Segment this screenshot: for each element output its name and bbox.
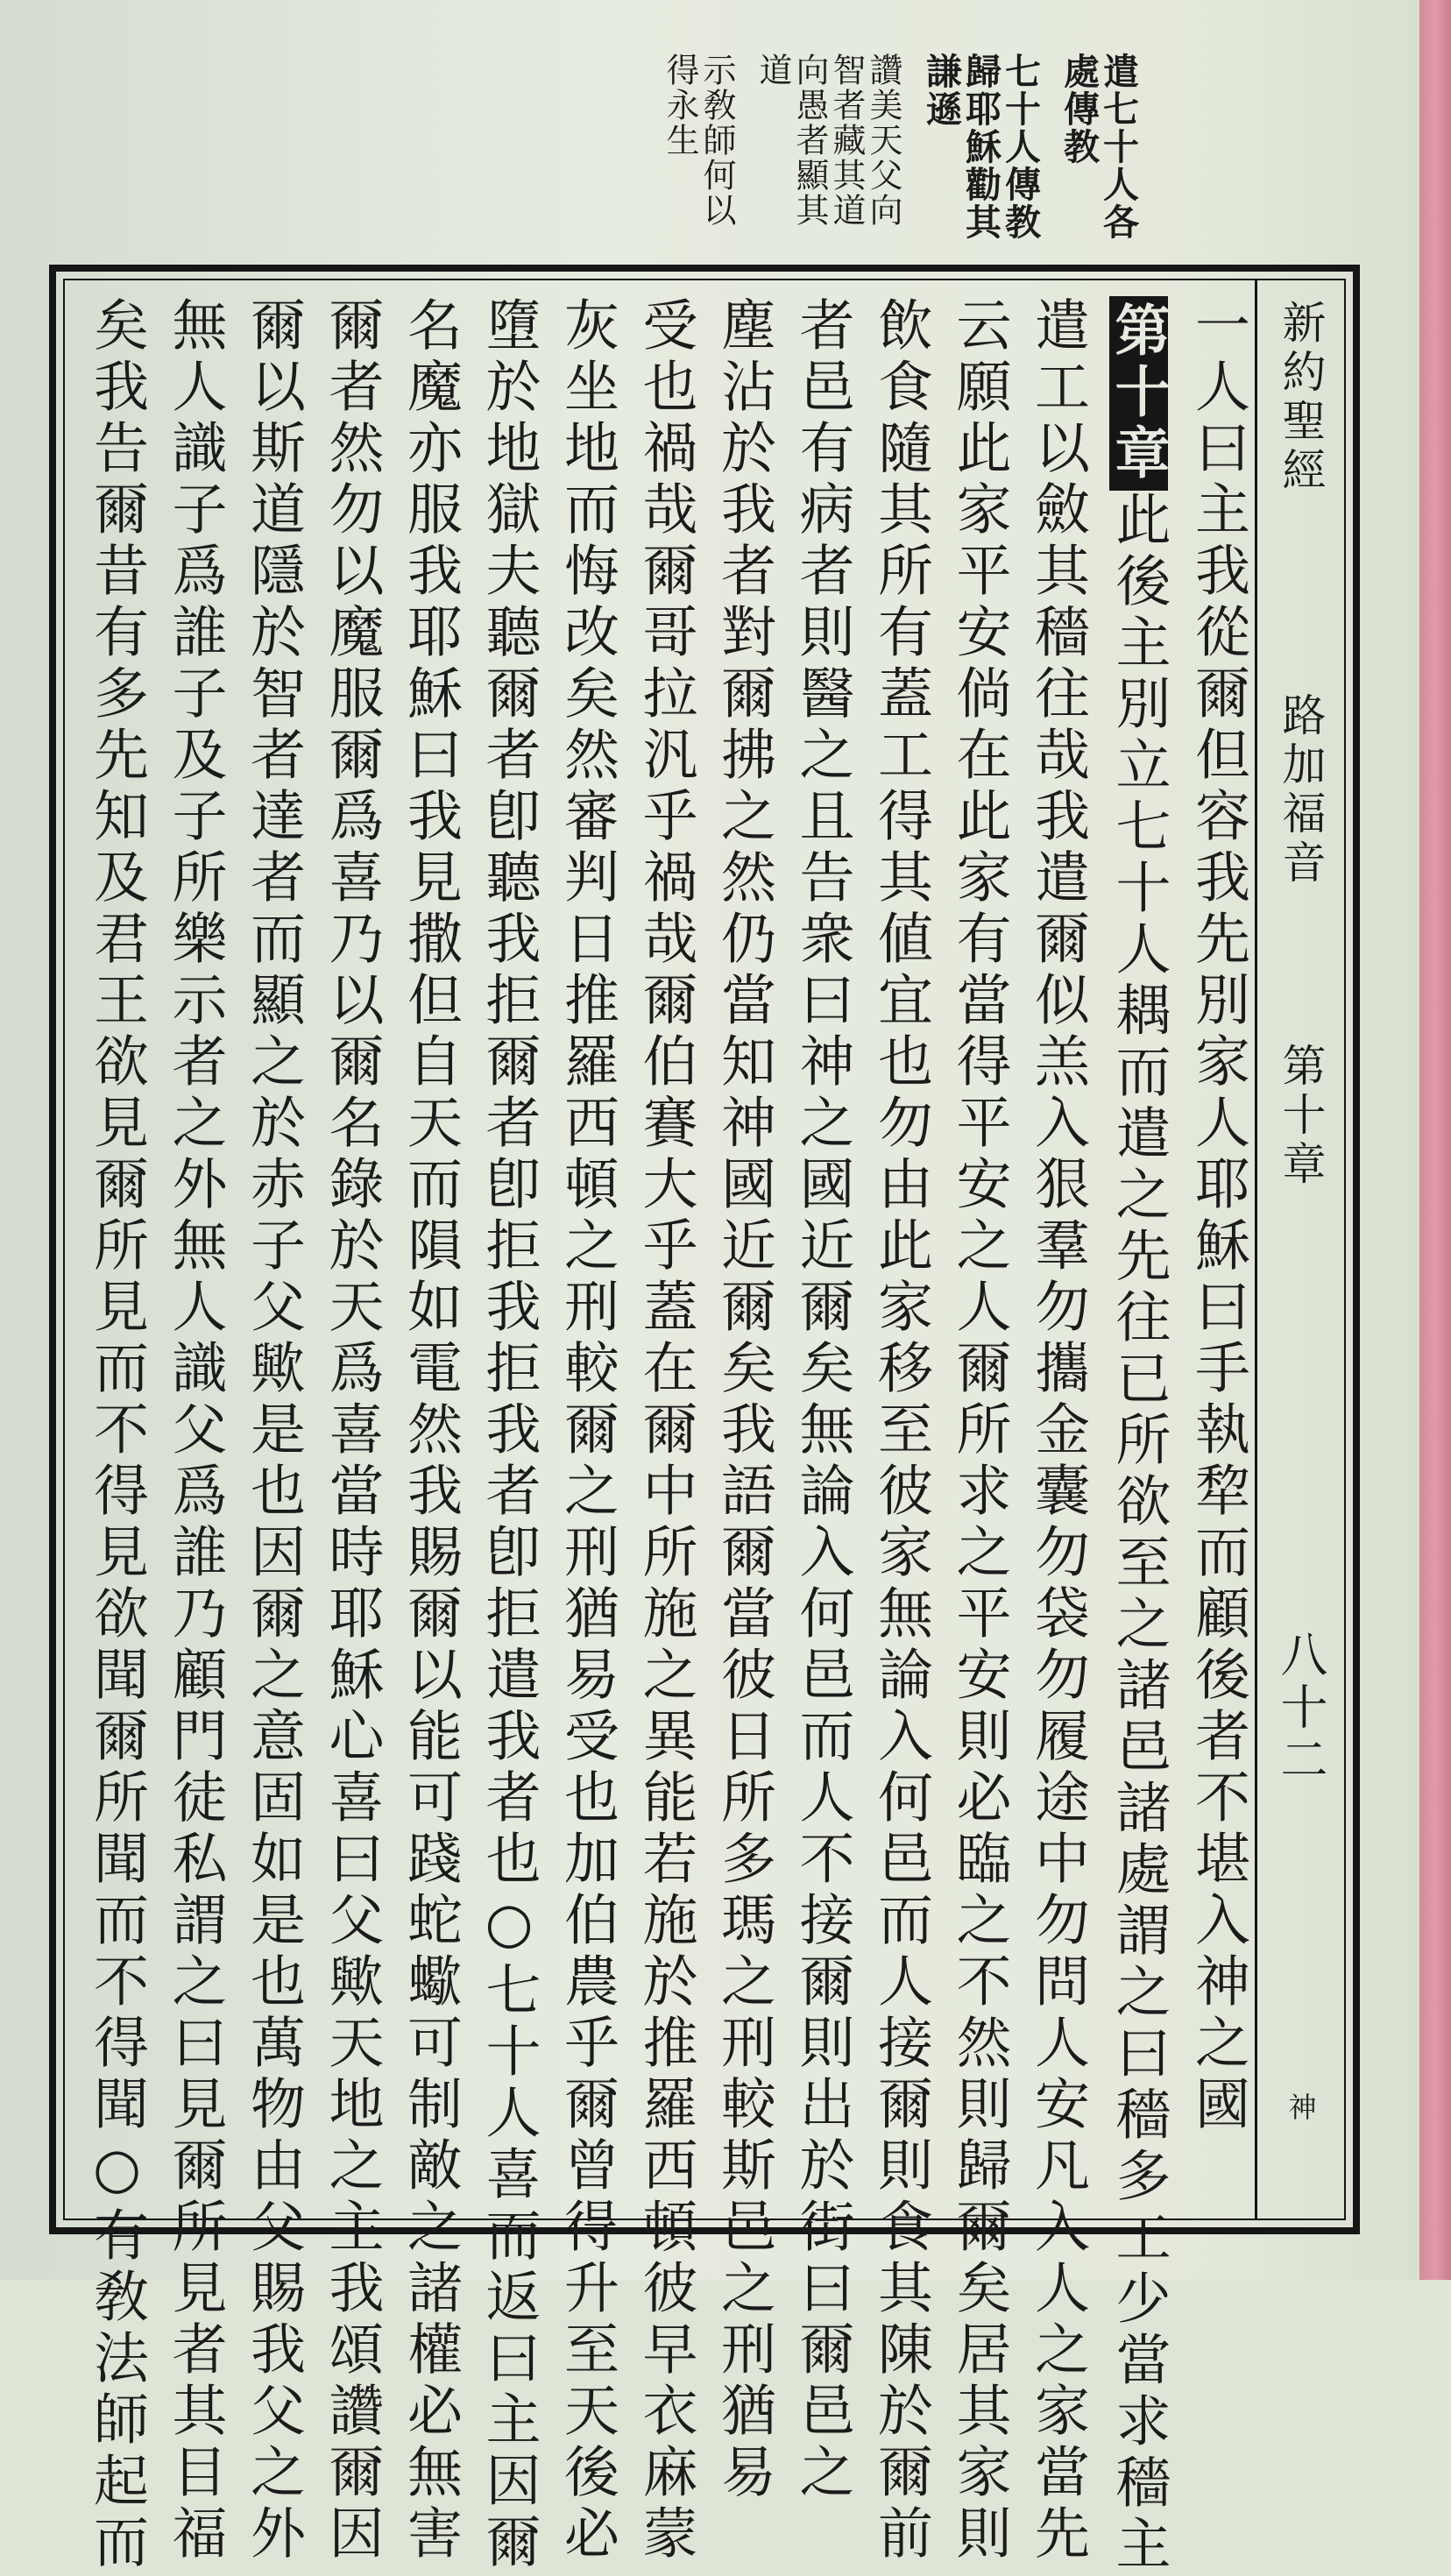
marginal-note <box>1058 53 1139 263</box>
text-column: 墮於地獄夫聽爾者卽聽我拒爾者卽拒我拒我者卽拒遣我者也○七十人喜而返曰主因爾 <box>477 296 541 2574</box>
header-chapter: 第十章 <box>1275 1043 1327 1190</box>
text-column: 灰坐地而悔改矣然審判日推羅西頓之刑較爾之刑猶易受也加伯農乎爾曾得升至天後必 <box>556 296 619 2565</box>
marginal-note-line: 謙遜 <box>920 53 962 128</box>
running-header <box>1255 280 1344 2219</box>
marginal-note-line: 歸耶穌勸其 <box>959 53 1002 241</box>
text-frame <box>49 265 1360 2576</box>
header-title: 新約聖經 <box>1275 300 1327 496</box>
text-column: 矣我告爾昔有多先知及君王欲見爾所見而不得見欲聞爾所聞而不得聞○有敎法師起而 <box>85 296 149 2574</box>
header-book: 路加福音 <box>1275 692 1327 888</box>
marginal-note-line: 道 <box>754 53 792 88</box>
text-frame-inner <box>63 279 1346 2576</box>
text-column: 一人曰主我從爾但容我先別家人耶穌曰手執犂而顧後者不堪入神之國 <box>1186 296 1250 2136</box>
page-number: 八十二 <box>1273 1630 1328 1787</box>
text-column: 無人識子爲誰子及子所樂示者之外無人識父爲誰乃顧門徒私謂之曰見爾所見者其目福 <box>163 296 228 2565</box>
text-column: 爾者然勿以魔服爾爲喜乃以爾名錄於天爲喜當時耶穌心喜曰父歟天地之主我頌讚爾因 <box>320 296 385 2565</box>
text-column-rest: 此後主別立七十人耦而遣之先往已所欲至之諸邑諸處謂之曰穡多工少當求穡主 <box>1107 491 1171 2576</box>
marginal-note-line: 示敎師何以 <box>697 53 736 228</box>
marginal-note-line: 向愚者顯其 <box>790 53 829 228</box>
marginal-note-line: 遣七十人各 <box>1097 53 1139 241</box>
text-column: 云願此家平安倘在此家有當得平安之人爾所求之平安則必臨之不然則歸爾矣居其家則 <box>947 296 1012 2565</box>
marginal-note-line: 讚美天父向 <box>864 53 902 228</box>
marginal-note <box>920 53 1041 263</box>
body-text <box>77 280 1255 2576</box>
text-column: 飲食隨其所有蓋工得其値宜也勿由此家移至彼家無論入何邑而人接爾則食其陳於爾前 <box>869 296 933 2565</box>
text-column <box>1106 296 1171 2576</box>
marginal-note-line: 處傳教 <box>1058 53 1100 166</box>
marginal-note-line: 得永生 <box>661 53 699 158</box>
marginal-note-line: 智者藏其道 <box>827 53 866 228</box>
marginal-note <box>756 53 900 263</box>
text-column: 爾以斯道隱於智者達者而顯之於赤子父歟是也因爾之意固如是也萬物由父賜我父之外 <box>242 296 306 2565</box>
text-column: 受也禍哉爾哥拉汎乎禍哉爾伯賽大乎蓋在爾中所施之異能若施於推羅西頓彼早衣麻蒙 <box>633 296 698 2565</box>
marginal-note-line: 七十人傳教 <box>999 53 1041 241</box>
chapter-marker: 第十章 <box>1109 296 1168 491</box>
text-column: 遣工以斂其穡往哉我遣爾似羔入狠羣勿攜金囊勿袋勿履途中勿問人安凡入人之家當先 <box>1026 296 1090 2565</box>
marginal-notes <box>53 53 1139 263</box>
text-column: 者邑有病者則醫之且告衆曰神之國近爾矣無論入何邑而人不接爾則出於街曰爾邑之 <box>790 296 855 2504</box>
marginal-note <box>661 53 736 263</box>
text-column: 塵沾於我者對爾拂之然仍當知神國近爾矣我語爾當彼日所多瑪之刑較斯邑之刑猶易 <box>712 296 776 2504</box>
page-edge-binding <box>1419 0 1451 2280</box>
text-column: 名魔亦服我耶穌曰我見撒但自天而隕如電然我賜爾以能可踐蛇蠍可制敵之諸權必無害 <box>399 296 463 2565</box>
signature-mark: 神 <box>1284 2092 1318 2126</box>
